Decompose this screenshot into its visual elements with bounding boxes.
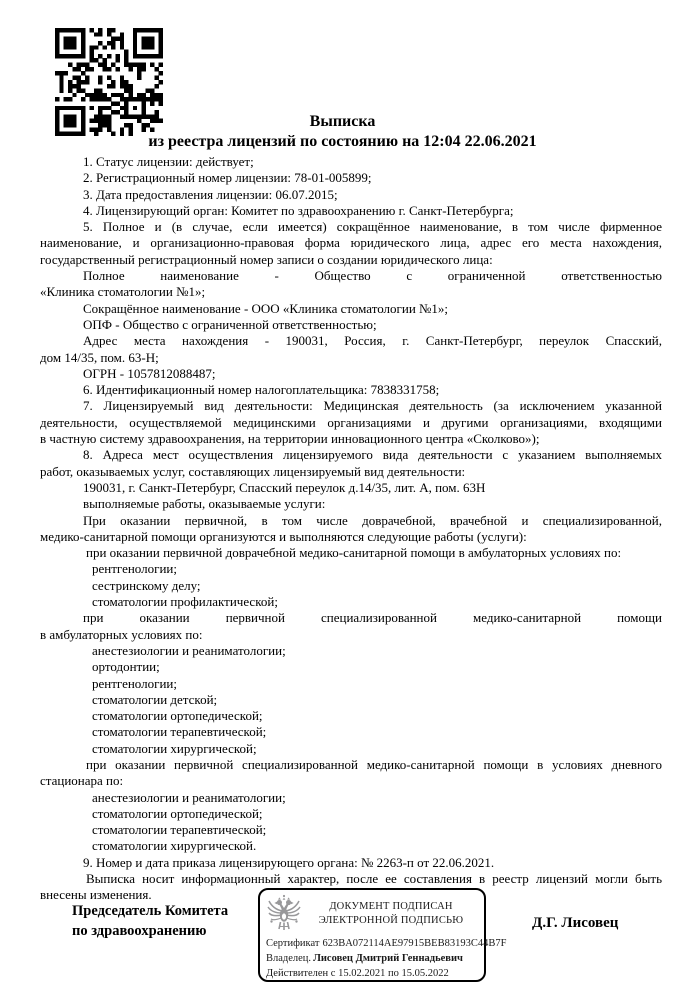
body-line: в частную систему здравоохранения, на территории инновационного центра «Сколково»);: [40, 431, 540, 447]
body-line: выполняемые работы, оказываемые услуги:: [83, 496, 326, 512]
body-line: медико-санитарной помощи организуются и выполняются следующие работы (услуги):: [40, 528, 527, 544]
body-line: 1. Статус лицензии: действует;: [83, 154, 254, 169]
title-line-1: Выписка: [309, 113, 376, 130]
certificate-number-line: [266, 936, 507, 951]
body-line: стоматологии детской;: [92, 691, 218, 707]
owner-label: Владелец.: [266, 953, 312, 964]
stamp-title: [302, 894, 480, 927]
body-line: стоматологии хирургической.: [92, 838, 257, 854]
body-line: стоматологии хирургической;: [92, 740, 257, 756]
body-line: 8. Адреса мест осуществления лицензируемого вида деятельности с указанием выполняемых: [83, 447, 662, 463]
body-line: Сокращённое наименование - ООО «Клиника стоматологии №1»;: [83, 300, 449, 316]
document-body: [40, 154, 662, 904]
coat-of-arms-eagle-icon: [266, 894, 302, 934]
body-line: При оказании первичной, в том числе доврачебной, врачебной и специализированной,: [83, 512, 662, 528]
signer-position-line-2: по здравоохранению: [72, 923, 207, 939]
body-line: при оказании первичной специализированной медико-санитарной помощи: [83, 610, 662, 626]
document-title: [30, 112, 655, 151]
body-line: Полное наименование - Общество с ограниченной ответственностью: [83, 268, 662, 284]
body-line: стационара по:: [40, 773, 124, 789]
body-line: анестезиологии и реаниматологии;: [92, 642, 286, 658]
body-line: в амбулаторных условиях по:: [40, 626, 203, 642]
body-line: стоматологии ортопедической;: [92, 708, 263, 724]
stamp-title-line-1: ДОКУМЕНТ ПОДПИСАН: [329, 901, 453, 912]
signer-name: Д.Г. Лисовец: [532, 915, 619, 931]
certificate-validity-line: Действителен с 15.02.2021 по 15.05.2022: [266, 968, 449, 979]
body-line: ортодонтии;: [92, 659, 160, 675]
certificate-owner-line: [266, 951, 481, 966]
certificate-value: 623BA072114AE97915BEB83193C44B7F: [322, 938, 507, 949]
body-line: наименование, и организационно-правовая форма юридического лица, адрес его места нахождения,: [40, 235, 662, 251]
body-line: Адрес места нахождения - 190031, Россия, г. Санкт-Петербург, переулок Спасский,: [83, 333, 662, 349]
body-line: ОГРН - 1057812088487;: [83, 365, 216, 381]
body-line: 190031, г. Санкт-Петербург, Спасский переулок д.14/35, лит. А, пом. 63Н: [83, 479, 486, 495]
body-line: деятельности, осуществляемой медицинскими организациями и другими организациями, входящими: [40, 414, 662, 430]
body-line: рентгенологии;: [92, 561, 177, 577]
body-line: стоматологии терапевтической;: [92, 822, 267, 838]
title-line-2: из реестра лицензий по состоянию на 12:04 22.06.2021: [148, 132, 537, 150]
certificate-info: [266, 936, 507, 981]
body-line: ОПФ - Общество с ограниченной ответственностью;: [83, 316, 377, 332]
body-line: «Клиника стоматологии №1»;: [40, 284, 206, 300]
stamp-header: [260, 890, 484, 934]
electronic-signature-stamp: [258, 888, 507, 982]
body-line: рентгенологии;: [92, 675, 177, 691]
body-line: при оказании первичной специализированной медико-санитарной помощи в условиях дневного: [86, 756, 662, 772]
body-line: Выписка носит информационный характер, после ее составления в реестр лицензий могли быть: [86, 871, 662, 887]
body-line: 6. Идентификационный номер налогоплательщика: 7838331758;: [83, 382, 440, 398]
body-line: стоматологии терапевтической;: [92, 724, 267, 740]
body-line: 4. Лицензирующий орган: Комитет по здравоохранению г. Санкт-Петербурга;: [83, 202, 514, 218]
signer-position: [72, 901, 228, 941]
body-line: внесены изменения.: [40, 887, 152, 903]
certificate-label: Сертификат: [266, 938, 320, 949]
owner-name: Лисовец Дмитрий Геннадьевич: [313, 953, 463, 964]
signer-position-line-1: Председатель Комитета: [72, 903, 229, 919]
body-line: сестринскому делу;: [92, 577, 201, 593]
body-line: при оказании первичной доврачебной медико-санитарной помощи в амбулаторных условиях по:: [86, 545, 622, 561]
body-line: дом 14/35, пом. 63-Н;: [40, 349, 159, 365]
body-line: анестезиологии и реаниматологии;: [92, 789, 286, 805]
body-line: стоматологии профилактической;: [92, 594, 278, 610]
body-line: работ, оказываемых услуг, составляющих лицензируемый вид деятельности:: [40, 463, 466, 479]
stamp-title-line-2: ЭЛЕКТРОННОЙ ПОДПИСЬЮ: [318, 914, 464, 926]
body-line: государственный регистрационный номер записи о создании юридического лица:: [40, 251, 493, 267]
body-line: 9. Номер и дата приказа лицензирующего органа: № 2263-п от 22.06.2021.: [83, 854, 495, 870]
body-line: 3. Дата предоставления лицензии: 06.07.2015;: [83, 186, 338, 202]
body-line: 7. Лицензируемый вид деятельности: Медицинская деятельность (за исключением указанной: [83, 398, 662, 414]
body-line: 2. Регистрационный номер лицензии: 78-01-005899;: [83, 170, 372, 186]
body-line: стоматологии ортопедической;: [92, 805, 263, 821]
body-line: 5. Полное и (в случае, если имеется) сокращённое наименование, в том числе фирменное: [83, 219, 662, 235]
